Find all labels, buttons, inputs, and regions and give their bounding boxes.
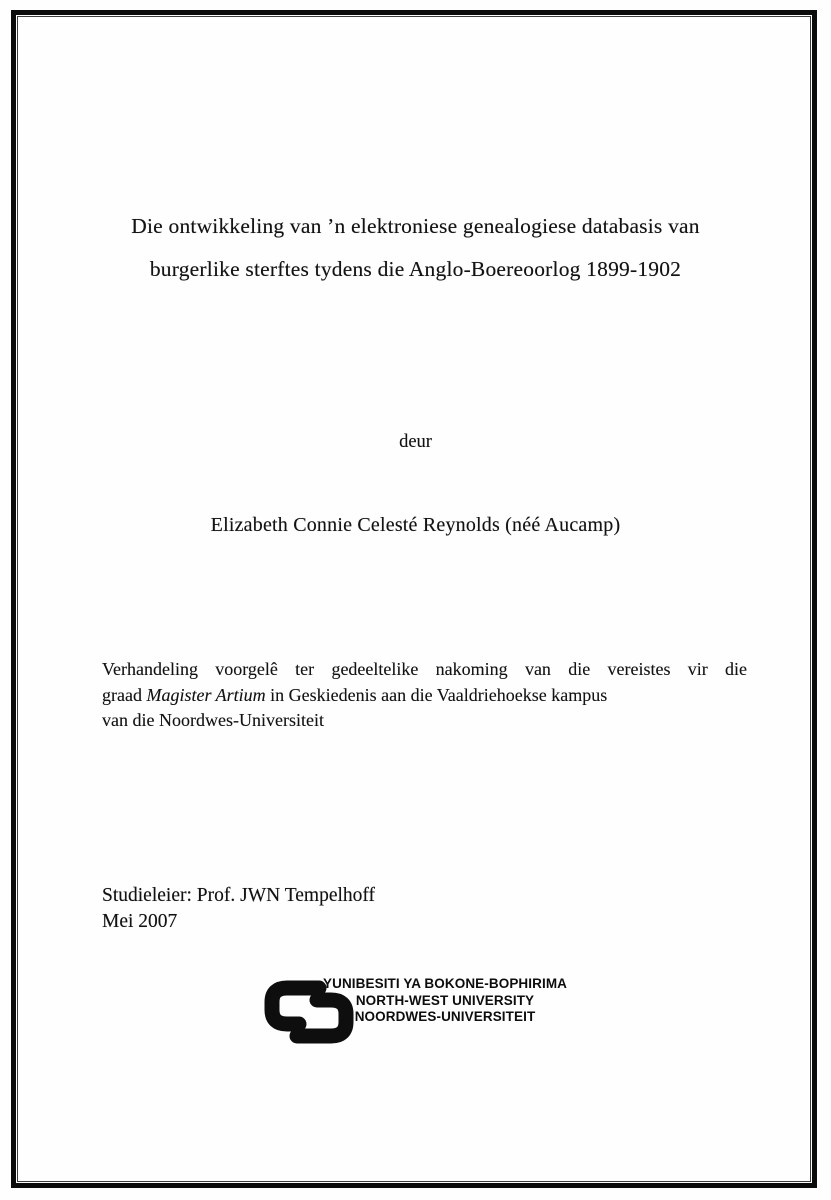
university-name-setswana: YUNIBESITI YA BOKONE-BOPHIRIMA <box>322 976 568 991</box>
degree-statement-line-2-prefix: graad <box>102 684 147 705</box>
supervisor-line: Studieleier: Prof. JWN Tempelhoff <box>102 885 376 906</box>
byline-deur: deur <box>399 432 432 452</box>
thesis-title-line-2: burgerlike sterftes tydens die Anglo-Boereoorlog 1899-1902 <box>149 257 682 281</box>
university-logo-text <box>318 976 572 1026</box>
degree-name-italic: Magister Artium <box>146 684 266 705</box>
supervisor-block <box>102 883 375 934</box>
thesis-title <box>70 205 761 291</box>
degree-statement <box>102 657 747 734</box>
university-name-english: NORTH-WEST UNIVERSITY <box>355 992 535 1008</box>
thesis-title-line-1: Die ontwikkeling van ’n elektroniese genealogiese databasis van <box>131 214 700 238</box>
date-line: Mei 2007 <box>102 910 178 932</box>
degree-statement-line-3: van die Noordwes-Universiteit <box>102 710 324 730</box>
university-name-afrikaans: NOORDWES-UNIVERSITEIT <box>354 1009 536 1024</box>
degree-statement-line-2-suffix: in Geskiedenis aan die Vaaldriehoekse kampus <box>265 684 608 705</box>
author-name: Elizabeth Connie Celesté Reynolds (néé Aucamp) <box>210 514 621 536</box>
logo-link-left <box>272 988 319 1024</box>
degree-statement-line-2 <box>102 683 747 709</box>
degree-statement-line-1: Verhandeling voorgelê ter gedeeltelike nakoming van die vereistes vir die <box>102 659 747 679</box>
